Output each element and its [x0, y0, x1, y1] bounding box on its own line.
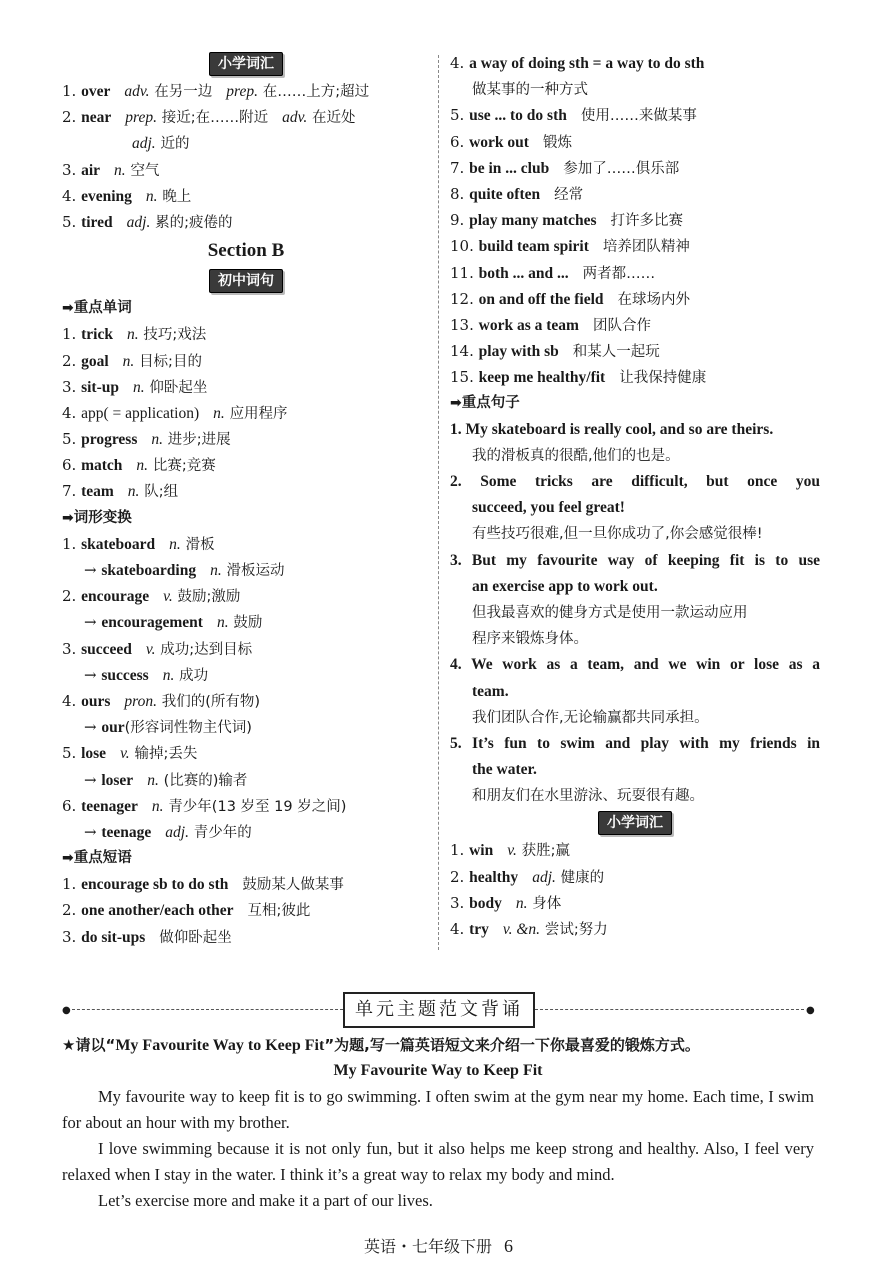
meaning: 接近;在……附近 [161, 110, 269, 127]
vocab-word: teenager [81, 797, 138, 815]
item-number: 7. [450, 158, 465, 177]
item-number: 4. [450, 656, 462, 674]
derived-form [62, 557, 430, 583]
arrow-right-icon: ➡ [450, 395, 462, 412]
part-of-speech: adv. [282, 109, 308, 127]
item-number: 3. [62, 927, 77, 946]
item-number: 10. [450, 237, 474, 256]
phrase-zh: 做某事的一种方式 [472, 82, 588, 99]
part-of-speech: prep. [125, 109, 157, 127]
vocab-word: skateboard [81, 535, 156, 553]
right-column [450, 50, 820, 942]
sentence-zh-line [450, 783, 820, 809]
vocab-item [450, 890, 820, 916]
primary-vocab-badge: 小学词汇 [209, 52, 283, 76]
meaning: 晚上 [162, 188, 192, 205]
sentence-zh-line [450, 521, 820, 547]
phrase-zh: 和某人一起玩 [572, 344, 660, 361]
part-of-speech: n. [147, 771, 159, 789]
phrase-zh: 在球场内外 [617, 291, 691, 308]
meaning: (比赛的)输者 [163, 772, 248, 789]
vocab-item [62, 104, 430, 130]
phrase-en: work out [469, 133, 529, 151]
item-number: 2. [62, 901, 77, 920]
key-word-item [62, 348, 430, 374]
word-form-item [62, 583, 430, 609]
vocab-word: body [469, 894, 502, 912]
essay-paragraph: Let’s exercise more and make it a part of our lives. [98, 1191, 433, 1210]
model-essay-section [62, 990, 814, 1214]
primary-vocab-badge-2: 小学词汇 [598, 811, 672, 835]
phrase-zh: 使用……来做某事 [580, 108, 697, 125]
key-phrases-list-continued [450, 50, 820, 390]
sentence-en-line [450, 652, 820, 678]
part-of-speech: adv. [124, 83, 150, 100]
phrase-en: keep me healthy/fit [478, 369, 606, 387]
item-number: 5. [450, 734, 462, 752]
phrase-en: be in ... club [469, 159, 550, 177]
key-word-item [62, 426, 430, 452]
item-number: 14. [450, 342, 474, 361]
item-number: 1. [62, 534, 77, 553]
part-of-speech: pron. [124, 692, 157, 710]
item-number: 6. [62, 796, 77, 815]
part-of-speech: adj. [165, 823, 189, 841]
derived-word: success [101, 666, 149, 684]
phrase-item [450, 181, 820, 207]
key-phrases-heading: ➡重点短语 [62, 850, 132, 867]
primary-vocab-badge-wrap [62, 50, 430, 78]
part-of-speech: n. [210, 562, 222, 579]
phrase-zh: 鼓励某人做某事 [242, 877, 344, 894]
derived-word: encouragement [101, 614, 203, 632]
vocab-item [450, 837, 820, 863]
derived-form [62, 767, 430, 793]
derived-word: loser [101, 771, 134, 789]
item-number: 15. [450, 368, 474, 387]
part-of-speech: n. [145, 187, 158, 205]
phrase-zh: 锻炼 [542, 134, 572, 151]
vocab-word: win [469, 842, 494, 860]
vocab-word: over [81, 83, 111, 100]
word-forms-list [62, 531, 430, 845]
sentence-en-line [450, 417, 820, 443]
phrase-item [450, 312, 820, 338]
item-number: 5. [62, 430, 77, 449]
item-number: 2. [62, 108, 77, 127]
meaning: 进步;进展 [167, 432, 231, 449]
item-number: 1. [62, 875, 77, 894]
phrase-en: encourage sb to do sth [81, 876, 229, 894]
item-number: 6. [62, 456, 77, 475]
phrase-zh: 培养团队精神 [602, 239, 690, 256]
phrase-item [450, 286, 820, 312]
phrase-item [450, 155, 820, 181]
sentence-en-line [450, 548, 820, 574]
item-number: 1. [62, 82, 77, 100]
part-of-speech: n. [169, 535, 181, 553]
phrase-en: build team spirit [478, 238, 589, 256]
sentence-en-line [450, 574, 820, 600]
phrase-item [450, 50, 820, 76]
meaning: 比赛;竞赛 [152, 458, 216, 475]
word-form-item [62, 793, 430, 819]
vocab-item [62, 78, 430, 104]
footer-book-title: 英语・七年级下册 [363, 1237, 492, 1256]
primary-vocab-list-2 [450, 837, 820, 942]
part-of-speech: n. [151, 431, 163, 449]
word-form-item [62, 636, 430, 662]
vocab-item-continued [62, 130, 430, 156]
sentence-en: My skateboard is really cool, and so are theirs. [465, 420, 774, 438]
phrase-item [62, 871, 430, 897]
vocab-word: tired [81, 213, 113, 231]
essay-paragraph: My favourite way to keep fit is to go swimming. I often swim at the gym near my home. Each time, I swim for about an hour with my brother. [62, 1087, 814, 1132]
phrase-en: quite often [469, 185, 541, 203]
vocab-item [62, 209, 430, 235]
sentence-en-line [450, 495, 820, 521]
phrase-en: on and off the field [478, 290, 604, 308]
sentence-en: the water. [472, 761, 537, 779]
arrow-icon: → [84, 770, 102, 789]
part-of-speech: n. [151, 797, 164, 815]
meaning: 鼓励 [233, 615, 263, 632]
vocab-word: air [81, 161, 101, 179]
vocab-item [450, 864, 820, 890]
part-of-speech: v. &n. [502, 921, 541, 938]
key-word-item [62, 374, 430, 400]
phrase-item [62, 897, 430, 923]
part-of-speech: n. [213, 404, 225, 422]
phrase-item [450, 207, 820, 233]
vocab-word: encourage [81, 588, 150, 606]
vocab-word: team [81, 483, 114, 501]
phrase-zh: 两者都…… [582, 265, 656, 282]
item-number: 4. [450, 920, 465, 938]
item-number: 9. [450, 211, 465, 230]
arrow-icon: → [84, 822, 102, 841]
vocab-word: app( = application) [81, 404, 200, 422]
sentence-zh-line [450, 626, 820, 652]
phrase-en: do sit-ups [81, 928, 146, 946]
part-of-speech: v. [507, 842, 517, 860]
phrase-zh: 参加了……俱乐部 [563, 160, 680, 177]
vocab-word: near [81, 109, 112, 127]
phrase-en: play with sb [478, 343, 559, 361]
arrow-icon: → [84, 561, 102, 579]
item-number: 4. [450, 54, 465, 72]
item-number: 3. [62, 160, 77, 179]
sentence-en: succeed, you feel great! [472, 499, 625, 517]
item-number: 1. [450, 420, 462, 438]
phrase-item [450, 338, 820, 364]
item-number: 3. [62, 639, 77, 658]
key-sentences-list [450, 417, 820, 810]
phrase-zh: 打许多比赛 [610, 213, 684, 230]
meaning: 滑板 [185, 536, 215, 553]
key-word-item [62, 400, 430, 426]
item-number: 5. [62, 212, 77, 231]
vocab-word: ours [81, 692, 111, 710]
meaning: 鼓励;激励 [177, 589, 241, 606]
part-of-speech: n. [162, 666, 175, 684]
vocab-word: healthy [469, 868, 519, 886]
vocab-item [62, 183, 430, 209]
sentence-zh-line [450, 705, 820, 731]
part-of-speech: prep. [226, 83, 258, 100]
arrow-right-icon: ➡ [62, 850, 74, 867]
sentence-en-line [450, 469, 820, 495]
essay-paragraph: I love swimming because it is not only fun, but it also helps me keep strong and healthy. Also, I feel very relaxed when I stay in the water. I think it’s a great way to relax my body and mind. [62, 1139, 814, 1184]
phrase-zh: 做仰卧起坐 [159, 929, 232, 946]
phrase-zh: 互相;彼此 [247, 903, 311, 920]
phrase-item [450, 364, 820, 390]
meaning: 成功;达到目标 [160, 641, 253, 658]
derived-word: teenage [101, 823, 152, 841]
essay-banner [62, 990, 814, 1028]
primary-vocab-list [62, 78, 430, 235]
left-column [62, 50, 430, 950]
meaning: 仰卧起坐 [149, 379, 208, 396]
phrase-en: one another/each other [81, 902, 234, 920]
sentence-en: Some tricks are difficult, but once you [480, 473, 820, 490]
part-of-speech: v. [163, 588, 173, 606]
item-number: 13. [450, 315, 474, 334]
meaning: 在另一边 [154, 84, 213, 100]
vocab-item [450, 916, 820, 942]
item-number: 4. [62, 186, 77, 205]
item-number: 7. [62, 482, 77, 501]
part-of-speech: adj. [132, 135, 156, 153]
sentence-zh: 程序来锻炼身体。 [472, 631, 588, 648]
vocab-item [62, 157, 430, 183]
word-forms-heading: ➡词形变换 [62, 509, 132, 526]
phrase-item [450, 102, 820, 128]
item-number: 6. [450, 132, 465, 151]
meaning: (形容词性物主代词) [124, 720, 252, 737]
part-of-speech: n. [122, 352, 135, 370]
essay-title: My Favourite Way to Keep Fit [333, 1062, 543, 1079]
phrase-en: play many matches [469, 212, 597, 230]
sentence-en: team. [472, 682, 509, 700]
key-word-item [62, 321, 430, 347]
item-number: 8. [450, 184, 465, 203]
vocab-word: goal [81, 352, 109, 370]
meaning: 在近处 [312, 110, 356, 127]
vocab-word: evening [81, 187, 132, 205]
arrow-icon: → [84, 665, 102, 684]
page-footer [0, 1234, 877, 1257]
item-number: 4. [62, 691, 77, 710]
primary-vocab-badge-wrap-2 [450, 809, 820, 837]
banner-dot-left: ● [62, 1005, 71, 1016]
arrow-right-icon: ➡ [62, 509, 74, 526]
meaning: 累的;疲倦的 [155, 214, 233, 231]
column-divider [438, 55, 439, 950]
sentence-en: It’s fun to swim and play with my friends in [472, 734, 821, 752]
item-number: 5. [62, 744, 77, 763]
meaning: 目标;目的 [139, 353, 202, 370]
item-number: 1. [450, 841, 465, 860]
sentence-zh: 有些技巧很难,但一旦你成功了,你会感觉很棒! [472, 526, 763, 543]
vocab-word: trick [81, 326, 113, 344]
vocab-word: sit-up [81, 378, 119, 396]
phrase-item [450, 260, 820, 286]
sentence-zh: 但我最喜欢的健身方式是使用一款运动应用 [472, 604, 748, 621]
item-number: 5. [450, 106, 465, 125]
item-number: 11. [450, 263, 474, 282]
banner-dash-left [72, 1009, 343, 1010]
part-of-speech: n. [136, 457, 149, 475]
part-of-speech: adj. [126, 213, 151, 231]
meaning: 尝试;努力 [544, 922, 608, 938]
meaning: 滑板运动 [226, 563, 285, 579]
arrow-icon: → [84, 613, 102, 632]
section-title: Section B [207, 240, 285, 262]
sentence-en-line [450, 757, 820, 783]
essay-prompt: ★请以“My Favourite Way to Keep Fit”为题,写一篇英语短文来介绍一下你最喜爱的锻炼方式。 [62, 1036, 700, 1054]
item-number: 3. [450, 551, 462, 569]
phrase-en: use ... to do sth [469, 107, 567, 125]
meaning: 技巧;戏法 [143, 327, 207, 344]
meaning: 近的 [160, 136, 190, 153]
essay-body [62, 1084, 814, 1214]
part-of-speech: n. [133, 378, 145, 396]
sentence-zh: 和朋友们在水里游泳、玩耍很有趣。 [472, 788, 704, 805]
item-number: 12. [450, 289, 474, 308]
meaning: 健康的 [560, 869, 605, 886]
derived-word: skateboarding [101, 562, 197, 579]
key-words-list [62, 321, 430, 504]
part-of-speech: v. [120, 745, 130, 763]
phrase-item [450, 233, 820, 259]
key-words-heading: ➡重点单词 [62, 300, 132, 317]
vocab-word: try [469, 921, 489, 938]
meaning: 应用程序 [229, 405, 288, 422]
meaning: 获胜;赢 [521, 843, 570, 860]
phrase-zh: 团队合作 [592, 317, 651, 334]
banner-dash-right [535, 1009, 804, 1010]
word-form-item [62, 740, 430, 766]
phrase-en: a way of doing sth = a way to do sth [469, 55, 705, 72]
sentence-en-line [450, 679, 820, 705]
sentence-zh-line [450, 443, 820, 469]
vocab-word: progress [81, 431, 138, 449]
banner-dot-right: ● [806, 1005, 815, 1016]
key-sentences-heading: ➡重点句子 [450, 395, 520, 412]
sentence-en: an exercise app to work out. [472, 577, 658, 595]
sentence-en: We work as a team, and we win or lose as a [471, 656, 820, 674]
phrase-item [450, 129, 820, 155]
meaning: 成功 [179, 667, 209, 684]
part-of-speech: v. [145, 640, 156, 658]
junior-badge-wrap [62, 267, 430, 295]
phrase-zh: 让我保持健康 [619, 370, 707, 387]
meaning: 在……上方;超过 [262, 84, 370, 100]
sentence-en: But my favourite way of keeping fit is to use [471, 551, 820, 569]
item-number: 2. [62, 587, 77, 606]
derived-word: our [101, 719, 125, 737]
meaning: 输掉;丢失 [134, 746, 198, 763]
arrow-right-icon: ➡ [62, 300, 74, 317]
part-of-speech: n. [127, 483, 140, 501]
phrase-item [62, 924, 430, 950]
phrase-zh: 经常 [554, 186, 584, 203]
item-number: 2. [62, 351, 77, 370]
vocab-word: lose [81, 745, 107, 763]
meaning: 我们的(所有物) [161, 693, 261, 710]
item-number: 3. [450, 893, 465, 912]
part-of-speech: n. [515, 894, 528, 912]
derived-form [62, 609, 430, 635]
key-phrases-list [62, 871, 430, 950]
vocab-word: match [81, 457, 123, 475]
vocab-word: succeed [81, 640, 132, 658]
item-number: 3. [62, 377, 77, 396]
star-icon: ★ [62, 1036, 76, 1054]
meaning: 空气 [130, 162, 160, 179]
word-form-item [62, 688, 430, 714]
derived-form [62, 662, 430, 688]
sentence-en-line [450, 731, 820, 757]
item-number: 2. [450, 473, 462, 490]
sentence-zh: 我的滑板真的很酷,他们的也是。 [472, 447, 680, 464]
page-number: 6 [504, 1236, 513, 1256]
item-number: 2. [450, 867, 465, 886]
meaning: 青少年(13 岁至 19 岁之间) [168, 798, 347, 815]
junior-vocab-badge: 初中词句 [209, 269, 283, 293]
phrase-en: both ... and ... [478, 264, 569, 282]
meaning: 队;组 [144, 484, 179, 501]
sentence-zh: 我们团队合作,无论输赢都共同承担。 [472, 709, 709, 726]
banner-title: 单元主题范文背诵 [343, 992, 535, 1028]
phrase-en: work as a team [478, 316, 579, 334]
meaning: 身体 [532, 895, 562, 912]
word-form-item [62, 531, 430, 557]
key-word-item [62, 452, 430, 478]
item-number: 1. [62, 325, 77, 344]
arrow-icon: → [84, 718, 102, 737]
part-of-speech: n. [126, 326, 139, 344]
derived-form [62, 714, 430, 740]
part-of-speech: adj. [532, 868, 556, 886]
meaning: 青少年的 [193, 824, 252, 841]
key-word-item [62, 478, 430, 504]
derived-form [62, 819, 430, 845]
part-of-speech: n. [216, 614, 229, 632]
sentence-zh-line [450, 600, 820, 626]
item-number: 4. [62, 403, 77, 422]
phrase-zh-line [450, 76, 820, 102]
part-of-speech: n. [114, 161, 126, 179]
